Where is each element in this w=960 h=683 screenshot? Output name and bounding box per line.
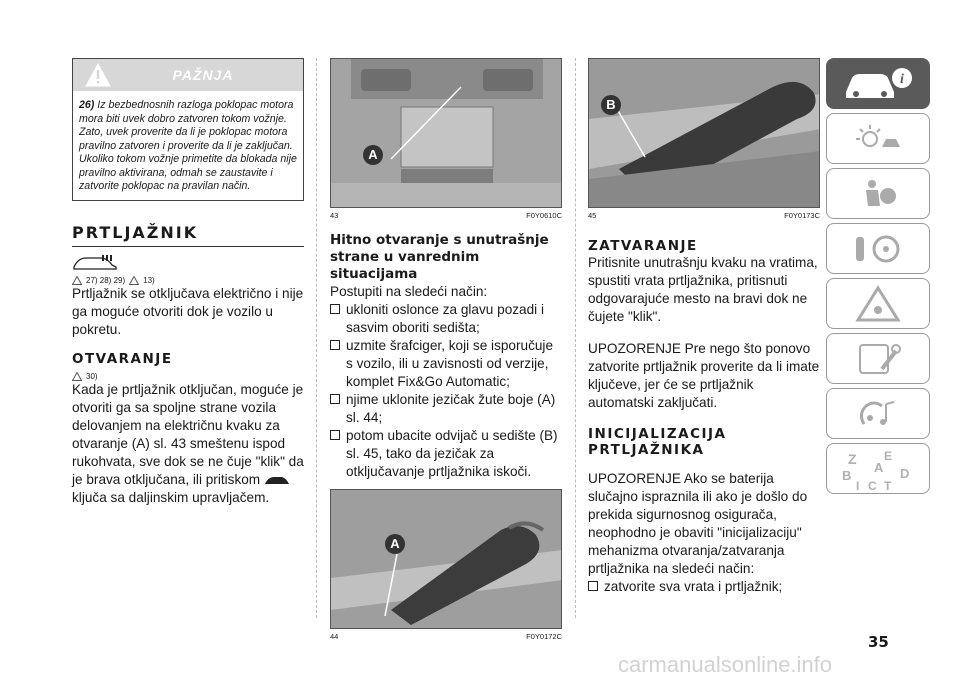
figure-43-caption <box>330 211 562 220</box>
column-divider <box>575 58 577 618</box>
index-letter: I <box>856 478 860 492</box>
tab-multimedia[interactable] <box>826 388 930 439</box>
label-a: A <box>385 534 405 554</box>
column-right <box>588 58 820 596</box>
index-letter: A <box>874 459 884 475</box>
tab-dashboard[interactable] <box>826 113 930 164</box>
figure-44-image <box>330 489 562 629</box>
screwdriver-seat-illustration <box>589 59 820 207</box>
warning-triangle-icon <box>72 276 82 285</box>
figure-45-caption <box>588 211 820 220</box>
dashboard-lights-icon <box>848 119 908 159</box>
opening-text-part1: Kada je prtljažnik otključan, moguće je otvoriti ga sa spoljne strane vozila delovanjem na električnu kvaku za otvaranje (A) sl. 43 smeštenu ispod rukohvata, sve dok se ne čuje "klik" da je brava otključana, ili pritiskom <box>72 381 304 487</box>
column-middle <box>330 58 562 641</box>
warning-body <box>73 91 303 200</box>
section-heading-emergency: Hitno otvaranje s unutrašnje strane u vanrednim situacijama <box>330 232 549 282</box>
figure-code: F0Y0173C <box>784 211 820 220</box>
label-b: B <box>601 95 621 115</box>
index-letter: C <box>868 478 877 492</box>
service-maintenance-icon <box>848 339 908 379</box>
index-letter: D <box>900 465 910 481</box>
bullet-icon <box>330 304 340 314</box>
index-letter: B <box>842 467 852 483</box>
car-unlock-icon <box>264 474 290 486</box>
opening-text-part2: ključa sa daljinskim upravljačem. <box>72 489 270 505</box>
tab-emergency[interactable] <box>826 278 930 329</box>
car-key-icon <box>72 253 304 271</box>
chapter-tabs <box>826 58 930 498</box>
warning-number: 26) <box>79 99 95 111</box>
section-heading-trunk: PRTLJAŽNIK <box>72 222 199 242</box>
figure-number: 43 <box>330 211 339 220</box>
list-item: njime uklonite jezičak žute boje (A) sl. 44; <box>330 391 562 427</box>
figure-number: 44 <box>330 632 339 641</box>
figure-number: 45 <box>588 211 597 220</box>
svg-text:i: i <box>900 71 904 87</box>
safety-airbag-icon <box>848 174 908 214</box>
warning-refs: 27) 28) 29) <box>86 275 126 285</box>
label-a: A <box>363 145 383 165</box>
list-item: uzmite šrafciger, koji se isporučuje s vozilo, ili u zavisnosti od verzije, komplet Fix&Go Automatic; <box>330 337 562 391</box>
multimedia-icon <box>848 394 908 434</box>
figure-code: F0Y0610C <box>526 211 562 220</box>
list-item: potom ubacite odvijač u sedište (B) sl. 45, tako da jezičak za otključavanje prtljažnika iskoči. <box>330 427 562 481</box>
closing-text: Pritisnite unutrašnju kvaku na vratima, spustiti vrata prtljažnika, pritisnuti odgovarajuće mesto na bravi dok ne čujete "klik". <box>588 255 818 324</box>
caution-refs: 13) <box>143 275 155 285</box>
page-number: 35 <box>868 633 889 651</box>
references-row <box>72 271 304 285</box>
index-letter: E <box>884 448 893 463</box>
heading-rule <box>72 246 304 247</box>
tailgate-illustration <box>331 59 562 207</box>
index-letter: T <box>884 478 892 492</box>
references-row <box>72 367 304 381</box>
closing-warning: UPOZORENJE Pre nego što ponovo zatvorite prtljažnik proverite da li imate ključeve, jer će se prtljažnik automatski zaključati. <box>588 341 820 410</box>
bullet-icon <box>330 340 340 350</box>
column-left <box>72 58 304 507</box>
init-text: UPOZORENJE Ako se baterija slučajno ispraznila ili ako je došlo do prekida sigurnosnog osigurača, neophodno je obaviti "inicijalizaciju" mehanizma otvaranja/zatvaranja prtljažnika na sledeći način: <box>588 471 808 576</box>
figure-43-image <box>330 58 562 208</box>
section-heading-opening: OTVARANJE <box>72 350 173 367</box>
screwdriver-illustration <box>331 490 562 628</box>
column-divider <box>316 58 318 618</box>
warning-title: PAŽNJA <box>172 67 234 83</box>
section-heading-init-line2: PRTLJAŽNIKA <box>588 442 705 458</box>
figure-45-image <box>588 58 820 208</box>
warning-triangle-icon <box>72 372 82 381</box>
bullet-icon <box>330 430 340 440</box>
warning-header <box>73 59 303 91</box>
bullet-icon <box>588 581 598 591</box>
watermark: carmanualsonline.info <box>618 652 833 677</box>
list-item: zatvorite sva vrata i prtljažnik; <box>588 578 820 596</box>
warning-text: Iz bezbednosnih razloga poklopac motora mora biti uvek dobro zatvoren tokom vožnje. Zato, uvek proverite da li je poklopac motora pravilno zatvoren i proverite da li je zaključan. Ukoliko tokom vožnje primetite da blokada nije pravilno aktivirana, odmah se zaustavite i zatvorite poklopac na pravilan način. <box>79 99 297 192</box>
caution-triangle-icon <box>129 276 139 285</box>
starting-driving-icon <box>848 229 908 269</box>
bullet-icon <box>330 394 340 404</box>
opening-text <box>72 381 304 507</box>
list-item: ukloniti oslonce za glavu pozadi i sasvim oboriti sedišta; <box>330 301 562 337</box>
tab-car-info[interactable] <box>826 58 930 109</box>
emergency-intro: Postupiti na sledeći način: <box>330 284 488 299</box>
index-letter: Z <box>848 450 857 467</box>
figure-44-caption <box>330 632 562 641</box>
figure-code: F0Y0172C <box>526 632 562 641</box>
tab-index[interactable] <box>826 443 930 494</box>
tab-safety[interactable] <box>826 168 930 219</box>
warning-road-icon <box>848 284 908 324</box>
tab-starting[interactable] <box>826 223 930 274</box>
warning-box <box>72 58 304 201</box>
index-icon <box>838 446 918 492</box>
section-heading-init-line1: INICIJALIZACIJA <box>588 426 727 442</box>
section-heading-closing: ZATVARANJE <box>588 238 698 254</box>
warning-refs: 30) <box>86 371 98 381</box>
tab-service[interactable] <box>826 333 930 384</box>
car-info-icon <box>838 64 918 104</box>
trunk-text: Prtljažnik se otključava električno i nije ga moguće otvoriti dok je vozilo u pokretu. <box>72 285 304 337</box>
